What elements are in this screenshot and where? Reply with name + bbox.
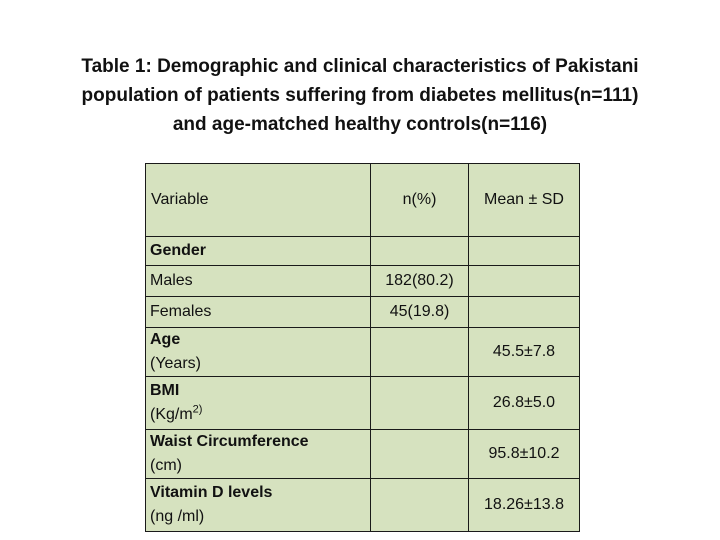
title-line-2: population of patients suffering from diabetes mellitus(n=111): [81, 85, 639, 106]
age-cell: [146, 328, 371, 377]
title-line-1: Table 1: Demographic and clinical characteristics of Pakistani: [81, 56, 639, 77]
empty-cell: [371, 377, 469, 430]
bmi-unit-superscript: 2): [192, 403, 203, 416]
vitd-cell: [146, 479, 371, 532]
bmi-label: BMI: [150, 382, 180, 399]
age-mean-sd: 45.5±7.8: [469, 328, 580, 377]
vitd-label: Vitamin D levels: [150, 484, 273, 501]
table-title: [20, 52, 700, 139]
table-row: [146, 479, 580, 532]
empty-cell: [371, 328, 469, 377]
header-mean-sd: Mean ± SD: [469, 164, 580, 237]
males-n-percent: 182(80.2): [371, 266, 469, 297]
header-variable: Variable: [146, 164, 371, 237]
females-cell: [146, 297, 371, 328]
females-n-percent: 45(19.8): [371, 297, 469, 328]
waist-label: Waist Circumference: [150, 433, 309, 450]
empty-cell: [371, 237, 469, 266]
header-n-percent: n(%): [371, 164, 469, 237]
empty-cell: [469, 266, 580, 297]
vitd-unit: (ng /ml): [150, 508, 205, 525]
age-label: Age: [150, 331, 181, 348]
header-row: [146, 164, 580, 237]
bmi-mean-sd: 26.8±5.0: [469, 377, 580, 430]
bmi-cell: [146, 377, 371, 430]
table-row: [146, 237, 580, 266]
waist-unit: (cm): [150, 457, 182, 474]
table-row: [146, 297, 580, 328]
empty-cell: [371, 479, 469, 532]
gender-cell: [146, 237, 371, 266]
empty-cell: [469, 237, 580, 266]
title-line-3: and age-matched healthy controls(n=116): [172, 114, 548, 135]
characteristics-table: [145, 163, 580, 532]
gender-label: Gender: [150, 242, 207, 259]
males-cell: [146, 266, 371, 297]
bmi-unit: (Kg/m: [150, 406, 193, 423]
empty-cell: [371, 430, 469, 479]
empty-cell: [469, 297, 580, 328]
vitd-mean-sd: 18.26±13.8: [469, 479, 580, 532]
table-row: [146, 377, 580, 430]
age-unit: (Years): [150, 355, 201, 372]
females-label: Females: [150, 303, 212, 320]
waist-mean-sd: 95.8±10.2: [469, 430, 580, 479]
table-row: [146, 430, 580, 479]
table-row: [146, 328, 580, 377]
waist-cell: [146, 430, 371, 479]
males-label: Males: [150, 272, 193, 289]
table-row: [146, 266, 580, 297]
